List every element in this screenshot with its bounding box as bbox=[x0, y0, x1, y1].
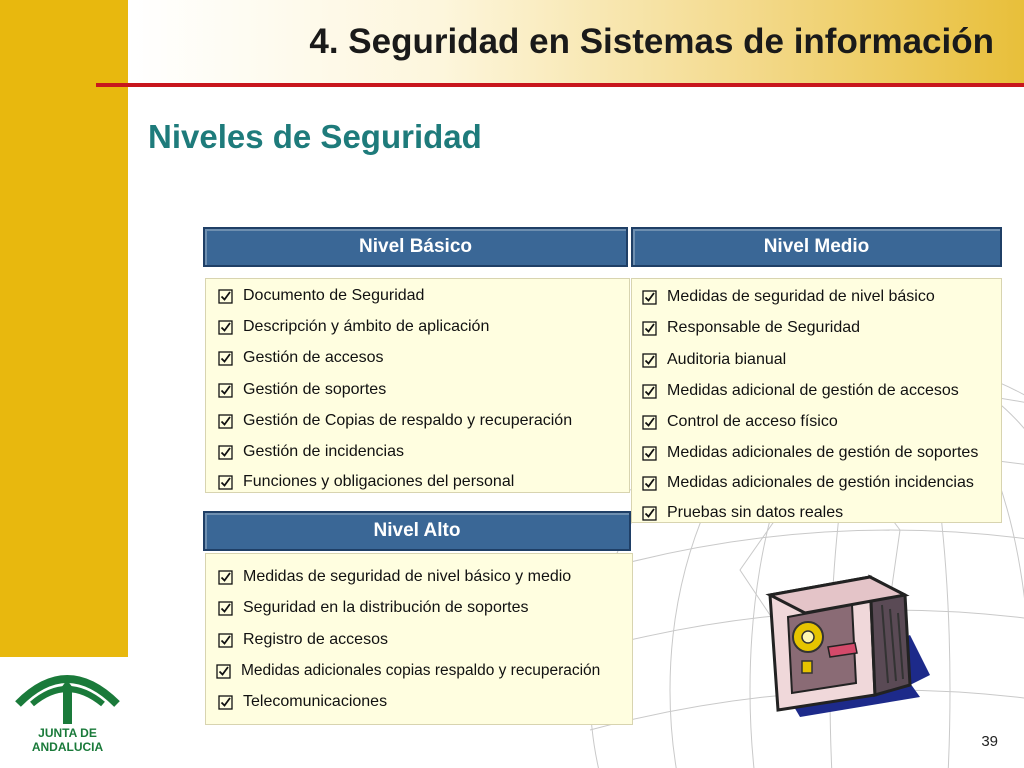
checkbox-icon bbox=[642, 353, 657, 368]
list-item-label: Registro de accesos bbox=[243, 631, 388, 648]
checkbox-icon bbox=[642, 476, 657, 491]
list-item bbox=[218, 473, 514, 491]
list-item bbox=[642, 288, 935, 306]
checkbox-icon bbox=[218, 289, 233, 304]
list-item-label: Medidas adicionales de gestión incidencias bbox=[667, 474, 974, 491]
list-item-label: Funciones y obligaciones del personal bbox=[243, 473, 515, 490]
list-item bbox=[642, 413, 838, 431]
list-item bbox=[218, 412, 572, 430]
logo-text: JUNTA DE ANDALUCIA bbox=[31, 726, 104, 754]
list-item bbox=[642, 504, 843, 522]
basic-level-header: Nivel Básico bbox=[203, 227, 628, 267]
checkbox-icon bbox=[642, 290, 657, 305]
list-item-label: Medidas de seguridad de nivel básico y medio bbox=[243, 568, 572, 585]
checkbox-icon bbox=[218, 320, 233, 335]
list-item bbox=[218, 381, 386, 399]
checkbox-icon bbox=[218, 601, 233, 616]
list-item-label: Pruebas sin datos reales bbox=[667, 504, 844, 521]
list-item-label: Seguridad en la distribución de soportes bbox=[243, 599, 529, 616]
list-item-label: Documento de Seguridad bbox=[243, 287, 425, 304]
list-item bbox=[642, 474, 974, 492]
list-item-label: Medidas adicionales copias respaldo y recuperación bbox=[241, 662, 601, 679]
list-item-label: Descripción y ámbito de aplicación bbox=[243, 318, 490, 335]
list-item-label: Gestión de accesos bbox=[243, 349, 384, 366]
checkbox-icon bbox=[216, 664, 231, 679]
list-item-label: Responsable de Seguridad bbox=[667, 319, 861, 336]
checkbox-icon bbox=[642, 506, 657, 521]
high-level-list bbox=[205, 553, 633, 725]
medium-level-list bbox=[631, 278, 1002, 523]
checkbox-icon bbox=[218, 695, 233, 710]
list-item-label: Control de acceso físico bbox=[667, 413, 838, 430]
checkbox-icon bbox=[642, 384, 657, 399]
list-item bbox=[218, 631, 388, 649]
left-accent-band bbox=[0, 0, 128, 657]
basic-level-list bbox=[205, 278, 630, 493]
list-item-label: Medidas de seguridad de nivel básico bbox=[667, 288, 935, 305]
list-item bbox=[218, 599, 529, 617]
high-level-header: Nivel Alto bbox=[203, 511, 631, 551]
page-number: 39 bbox=[981, 733, 998, 750]
list-item-label: Medidas adicional de gestión de accesos bbox=[667, 382, 959, 399]
checkbox-icon bbox=[642, 446, 657, 461]
list-item bbox=[218, 318, 489, 336]
checkbox-icon bbox=[218, 351, 233, 366]
checkbox-icon bbox=[218, 445, 233, 460]
list-item-label: Telecomunicaciones bbox=[243, 693, 388, 710]
checkbox-icon bbox=[218, 633, 233, 648]
list-item-label: Medidas adicionales de gestión de soportes bbox=[667, 444, 979, 461]
list-item bbox=[218, 287, 424, 305]
checkbox-icon bbox=[218, 414, 233, 429]
page-title: 4. Seguridad en Sistemas de información bbox=[309, 22, 994, 61]
checkbox-icon bbox=[218, 570, 233, 585]
list-item bbox=[642, 319, 860, 337]
medium-level-header: Nivel Medio bbox=[631, 227, 1002, 267]
safe-icon bbox=[760, 565, 930, 725]
list-item bbox=[218, 568, 571, 586]
section-title: Niveles de Seguridad bbox=[148, 118, 482, 155]
checkbox-icon bbox=[218, 475, 233, 490]
list-item bbox=[218, 349, 384, 367]
list-item bbox=[218, 443, 404, 461]
list-item-label: Gestión de Copias de respaldo y recuperación bbox=[243, 412, 573, 429]
list-item bbox=[216, 662, 600, 680]
checkbox-icon bbox=[642, 321, 657, 336]
checkbox-icon bbox=[218, 383, 233, 398]
list-item bbox=[218, 693, 387, 711]
list-item-label: Gestión de incidencias bbox=[243, 443, 404, 460]
checkbox-icon bbox=[642, 415, 657, 430]
list-item bbox=[642, 351, 786, 369]
list-item-label: Auditoria bianual bbox=[667, 351, 787, 368]
list-item bbox=[642, 382, 959, 400]
list-item-label: Gestión de soportes bbox=[243, 381, 387, 398]
list-item bbox=[642, 444, 978, 462]
title-divider bbox=[96, 83, 1024, 87]
